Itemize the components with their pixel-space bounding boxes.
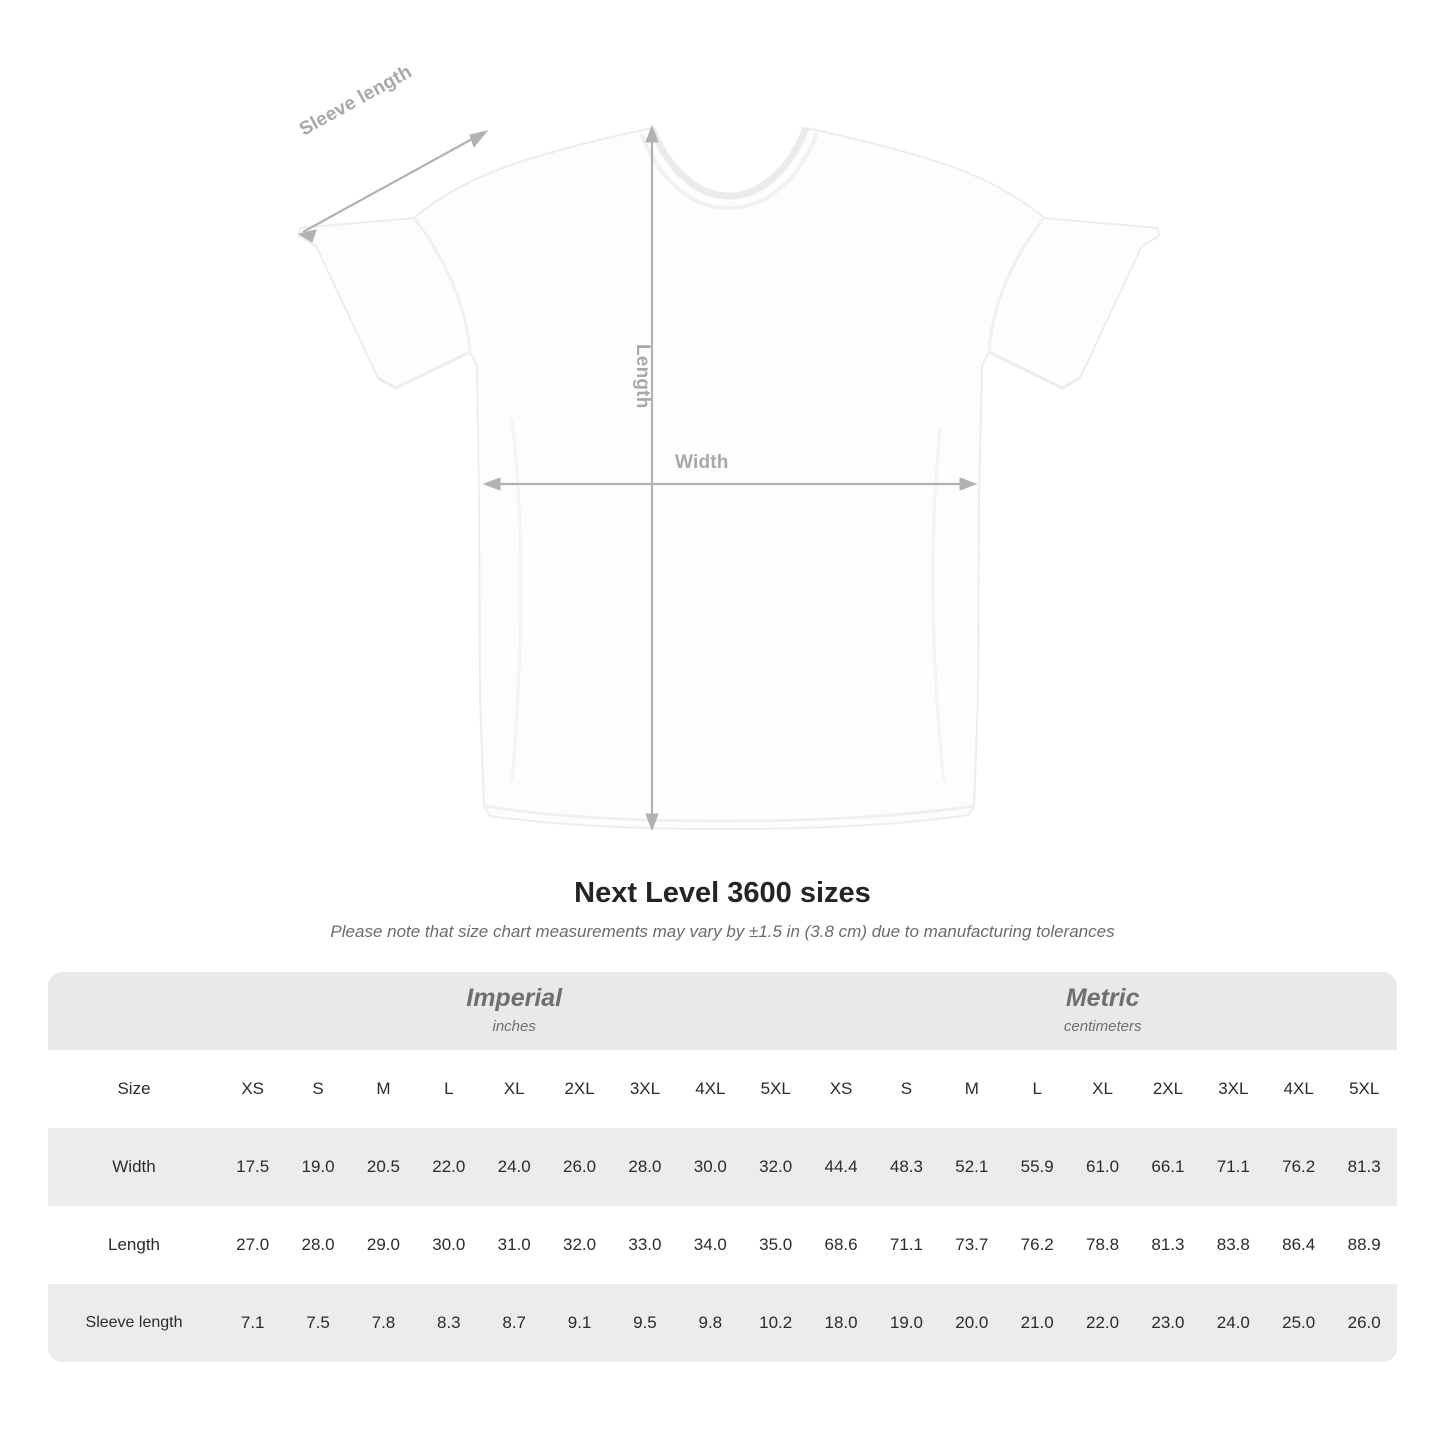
size-header-imperial-2xl: 2XL (547, 1050, 612, 1128)
cell-length-cm-4xl: 86.4 (1266, 1206, 1331, 1284)
cell-width-cm-2xl: 66.1 (1135, 1128, 1200, 1206)
system-metric-unit: centimeters (1063, 1017, 1142, 1035)
cell-width-in-xs: 17.5 (220, 1128, 285, 1206)
system-header-row (48, 972, 1397, 1050)
cell-sleeve-in-l: 8.3 (416, 1284, 481, 1362)
cell-length-cm-m: 73.7 (939, 1206, 1004, 1284)
size-header-imperial-m: M (351, 1050, 416, 1128)
cell-length-cm-2xl: 81.3 (1135, 1206, 1200, 1284)
tolerance-note: Please note that size chart measurements may vary by ±1.5 in (3.8 cm) due to manufacturing tolerances (330, 922, 1115, 941)
cell-length-cm-xl: 78.8 (1070, 1206, 1135, 1284)
cell-length-in-xl: 31.0 (482, 1206, 547, 1284)
cell-sleeve-cm-m: 20.0 (939, 1284, 1004, 1362)
cell-sleeve-in-2xl: 9.1 (547, 1284, 612, 1362)
cell-sleeve-cm-xs: 18.0 (808, 1284, 873, 1362)
page-title: Next Level 3600 sizes (574, 877, 871, 909)
cell-length-in-3xl: 33.0 (612, 1206, 677, 1284)
cell-width-in-4xl: 30.0 (678, 1128, 743, 1206)
size-chart-table-wrapper (48, 972, 1397, 1362)
cell-length-in-4xl: 34.0 (678, 1206, 743, 1284)
table-row (48, 1206, 1397, 1284)
cell-sleeve-cm-xl: 22.0 (1070, 1284, 1135, 1362)
cell-width-in-xl: 24.0 (482, 1128, 547, 1206)
cell-width-in-2xl: 26.0 (547, 1128, 612, 1206)
cell-length-cm-5xl: 88.9 (1331, 1206, 1397, 1284)
size-header-row (48, 1050, 1397, 1128)
cell-width-in-s: 19.0 (285, 1128, 350, 1206)
size-header-imperial-3xl: 3XL (612, 1050, 677, 1128)
cell-width-cm-l: 55.9 (1005, 1128, 1070, 1206)
tshirt-shape (299, 128, 1159, 829)
cell-sleeve-in-s: 7.5 (285, 1284, 350, 1362)
size-header-imperial-xl: XL (482, 1050, 547, 1128)
cell-width-cm-s: 48.3 (874, 1128, 939, 1206)
cell-sleeve-in-m: 7.8 (351, 1284, 416, 1362)
row-label-width: Width (48, 1128, 220, 1206)
system-imperial (220, 972, 808, 1050)
system-imperial-name: Imperial (466, 984, 563, 1013)
table-row (48, 1128, 1397, 1206)
cell-width-cm-xs: 44.4 (808, 1128, 873, 1206)
cell-width-in-5xl: 32.0 (743, 1128, 808, 1206)
cell-width-cm-3xl: 71.1 (1201, 1128, 1266, 1206)
cell-sleeve-cm-2xl: 23.0 (1135, 1284, 1200, 1362)
cell-sleeve-in-3xl: 9.5 (612, 1284, 677, 1362)
system-metric (808, 972, 1397, 1050)
cell-length-in-l: 30.0 (416, 1206, 481, 1284)
size-chart-table (48, 972, 1397, 1362)
cell-length-in-5xl: 35.0 (743, 1206, 808, 1284)
cell-sleeve-in-xl: 8.7 (482, 1284, 547, 1362)
size-header-metric-5xl: 5XL (1331, 1050, 1397, 1128)
system-header-spacer (48, 972, 220, 1050)
cell-sleeve-in-5xl: 10.2 (743, 1284, 808, 1362)
size-header-imperial-4xl: 4XL (678, 1050, 743, 1128)
size-header-metric-m: M (939, 1050, 1004, 1128)
size-header-metric-s: S (874, 1050, 939, 1128)
cell-sleeve-cm-l: 21.0 (1005, 1284, 1070, 1362)
width-label: Width (675, 452, 729, 473)
cell-sleeve-cm-3xl: 24.0 (1201, 1284, 1266, 1362)
size-header-metric-l: L (1005, 1050, 1070, 1128)
cell-sleeve-cm-5xl: 26.0 (1331, 1284, 1397, 1362)
cell-width-cm-xl: 61.0 (1070, 1128, 1135, 1206)
cell-sleeve-cm-s: 19.0 (874, 1284, 939, 1362)
cell-width-in-m: 20.5 (351, 1128, 416, 1206)
cell-sleeve-in-xs: 7.1 (220, 1284, 285, 1362)
cell-width-cm-4xl: 76.2 (1266, 1128, 1331, 1206)
size-header-metric-4xl: 4XL (1266, 1050, 1331, 1128)
sleeve-length-label: Sleeve length (296, 61, 416, 141)
size-column-header: Size (48, 1050, 220, 1128)
row-label-length: Length (48, 1206, 220, 1284)
cell-sleeve-in-4xl: 9.8 (678, 1284, 743, 1362)
cell-length-cm-3xl: 83.8 (1201, 1206, 1266, 1284)
system-metric-name: Metric (1065, 984, 1140, 1013)
cell-width-in-3xl: 28.0 (612, 1128, 677, 1206)
cell-length-in-xs: 27.0 (220, 1206, 285, 1284)
table-row (48, 1284, 1397, 1362)
size-header-imperial-xs: XS (220, 1050, 285, 1128)
cell-width-cm-m: 52.1 (939, 1128, 1004, 1206)
length-label: Length (632, 344, 653, 409)
size-header-imperial-s: S (285, 1050, 350, 1128)
size-header-imperial-l: L (416, 1050, 481, 1128)
cell-length-in-m: 29.0 (351, 1206, 416, 1284)
size-header-metric-3xl: 3XL (1201, 1050, 1266, 1128)
row-label-sleeve-length: Sleeve length (48, 1284, 220, 1362)
cell-length-cm-xs: 68.6 (808, 1206, 873, 1284)
cell-width-in-l: 22.0 (416, 1128, 481, 1206)
cell-length-cm-s: 71.1 (874, 1206, 939, 1284)
system-imperial-unit: inches (492, 1017, 536, 1035)
cell-width-cm-5xl: 81.3 (1331, 1128, 1397, 1206)
title-block (0, 877, 1445, 942)
cell-sleeve-cm-4xl: 25.0 (1266, 1284, 1331, 1362)
size-header-imperial-5xl: 5XL (743, 1050, 808, 1128)
cell-length-in-s: 28.0 (285, 1206, 350, 1284)
size-header-metric-xs: XS (808, 1050, 873, 1128)
cell-length-in-2xl: 32.0 (547, 1206, 612, 1284)
cell-length-cm-l: 76.2 (1005, 1206, 1070, 1284)
size-header-metric-xl: XL (1070, 1050, 1135, 1128)
size-header-metric-2xl: 2XL (1135, 1050, 1200, 1128)
